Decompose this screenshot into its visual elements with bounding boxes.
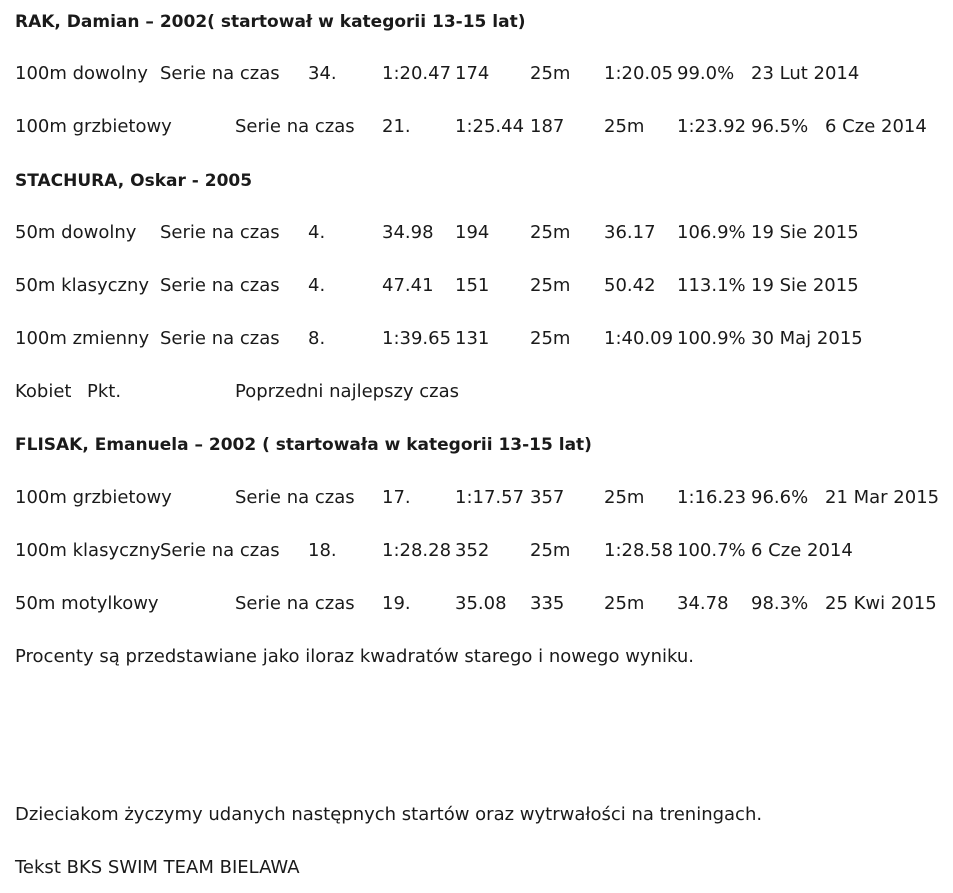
place: 4. [308, 275, 326, 296]
previous-time: 50.42 [604, 275, 656, 296]
swimmer-heading-rak: RAK, Damian – 2002( startował w kategorii 13-15 lat) [15, 12, 526, 32]
time: 1:20.47 [382, 63, 452, 84]
pool-length: 25m [530, 328, 571, 349]
date: 19 Sie 2015 [751, 275, 859, 296]
place: 19. [382, 593, 411, 614]
previous-time: 1:23.92 [677, 116, 747, 137]
points: 357 [530, 487, 565, 508]
percent: 100.9% [677, 328, 746, 349]
place: 21. [382, 116, 411, 137]
time: 35.08 [455, 593, 507, 614]
date: 23 Lut 2014 [751, 63, 860, 84]
pool-length: 25m [530, 540, 571, 561]
percent: 106.9% [677, 222, 746, 243]
points: 335 [530, 593, 565, 614]
round-name: Serie na czas [235, 593, 355, 614]
round-name: Serie na czas [160, 275, 280, 296]
event-name: 100m klasyczny [15, 540, 161, 561]
pool-length: 25m [604, 116, 645, 137]
date: 25 Kwi 2015 [825, 593, 937, 614]
time: 1:17.57 [455, 487, 525, 508]
previous-time: 36.17 [604, 222, 656, 243]
percent: 98.3% [751, 593, 809, 614]
event-name: 50m motylkowy [15, 593, 159, 614]
points: 151 [455, 275, 490, 296]
place: 8. [308, 328, 326, 349]
percent: 100.7% [677, 540, 746, 561]
percent-note: Procenty są przedstawiane jako iloraz kwadratów starego i nowego wyniku. [15, 646, 694, 667]
previous-time: 34.78 [677, 593, 729, 614]
pool-length: 25m [604, 593, 645, 614]
previous-time: 1:16.23 [677, 487, 747, 508]
event-name: 100m grzbietowy [15, 487, 172, 508]
percent: 96.6% [751, 487, 809, 508]
wishes-text: Dzieciakom życzymy udanych następnych startów oraz wytrwałości na treningach. [15, 804, 763, 825]
swimmer-heading-flisak: FLISAK, Emanuela – 2002 ( startowała w kategorii 13-15 lat) [15, 435, 592, 455]
place: 17. [382, 487, 411, 508]
legend-previous-best: Poprzedni najlepszy czas [235, 381, 460, 402]
round-name: Serie na czas [160, 222, 280, 243]
legend-kobiet: Kobiet [15, 381, 72, 402]
points: 131 [455, 328, 490, 349]
date: 19 Sie 2015 [751, 222, 859, 243]
event-name: 100m zmienny [15, 328, 150, 349]
percent: 113.1% [677, 275, 746, 296]
place: 18. [308, 540, 337, 561]
pool-length: 25m [530, 275, 571, 296]
date: 30 Maj 2015 [751, 328, 863, 349]
pool-length: 25m [604, 487, 645, 508]
points: 352 [455, 540, 490, 561]
event-name: 50m dowolny [15, 222, 137, 243]
previous-time: 1:28.58 [604, 540, 674, 561]
event-name: 100m grzbietowy [15, 116, 172, 137]
time: 47.41 [382, 275, 434, 296]
previous-time: 1:20.05 [604, 63, 674, 84]
points: 194 [455, 222, 490, 243]
round-name: Serie na czas [160, 328, 280, 349]
percent: 96.5% [751, 116, 809, 137]
author-credit: Tekst BKS SWIM TEAM BIELAWA [15, 857, 300, 878]
pool-length: 25m [530, 222, 571, 243]
round-name: Serie na czas [235, 116, 355, 137]
place: 4. [308, 222, 326, 243]
date: 21 Mar 2015 [825, 487, 940, 508]
points: 187 [530, 116, 565, 137]
time: 1:39.65 [382, 328, 452, 349]
legend-points: Pkt. [87, 381, 122, 402]
points: 174 [455, 63, 490, 84]
event-name: 50m klasyczny [15, 275, 150, 296]
round-name: Serie na czas [160, 540, 280, 561]
round-name: Serie na czas [160, 63, 280, 84]
time: 1:25.44 [455, 116, 525, 137]
date: 6 Cze 2014 [825, 116, 927, 137]
event-name: 100m dowolny [15, 63, 148, 84]
round-name: Serie na czas [235, 487, 355, 508]
date: 6 Cze 2014 [751, 540, 853, 561]
previous-time: 1:40.09 [604, 328, 674, 349]
swimmer-heading-stachura: STACHURA, Oskar - 2005 [15, 171, 253, 191]
time: 1:28.28 [382, 540, 452, 561]
place: 34. [308, 63, 337, 84]
time: 34.98 [382, 222, 434, 243]
pool-length: 25m [530, 63, 571, 84]
percent: 99.0% [677, 63, 735, 84]
